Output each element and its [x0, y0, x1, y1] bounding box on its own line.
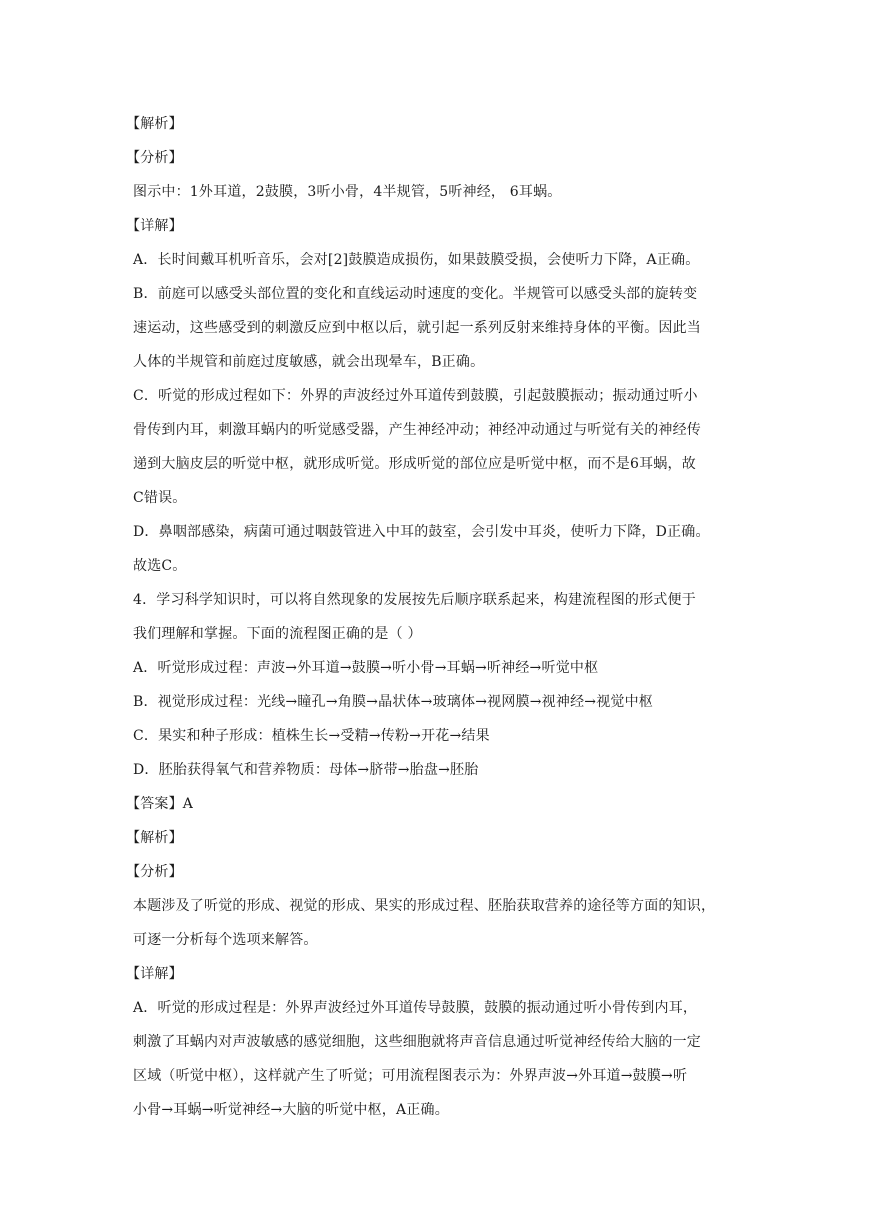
option-explanation-a: A．听觉的形成过程是：外界声波经过外耳道传导鼓膜，鼓膜的振动通过听小骨传到内耳， [133, 1000, 698, 1016]
answer-line: 【答案】A [126, 796, 194, 812]
question-4-stem-continued: 我们理解和掌握。下面的流程图正确的是（ ） [133, 626, 422, 642]
question-option-d: D．胚胎获得氧气和营养物质：母体→脐带→胎盘→胚胎 [133, 762, 479, 778]
paragraph-line: 刺激了耳蜗内对声波敏感的感觉细胞，这些细胞就将声音信息通过听觉神经传给大脑的一定 [133, 1034, 701, 1050]
paragraph-line: 骨传到内耳，刺激耳蜗内的听觉感受器，产生神经冲动；神经冲动通过与听觉有关的神经传 [133, 422, 701, 438]
option-explanation-b: B．前庭可以感受头部位置的变化和直线运动时速度的变化。半规管可以感受头部的旋转变 [133, 286, 698, 302]
section-heading-details: 【详解】 [126, 966, 183, 982]
question-option-b: B．视觉形成过程：光线→瞳孔→角膜→晶状体→玻璃体→视网膜→视神经→视觉中枢 [133, 694, 653, 710]
section-heading-breakdown: 【分析】 [126, 150, 183, 166]
question-4-stem: 4．学习科学知识时，可以将自然现象的发展按先后顺序联系起来，构建流程图的形式便于 [133, 592, 696, 608]
question-option-a: A．听觉形成过程：声波→外耳道→鼓膜→听小骨→耳蜗→听神经→听觉中枢 [133, 660, 599, 676]
section-heading-analysis: 【解析】 [126, 830, 183, 846]
option-explanation-d: D．鼻咽部感染，病菌可通过咽鼓管进入中耳的鼓室，会引发中耳炎，使听力下降，D正确。 [133, 524, 710, 540]
paragraph-line: 人体的半规管和前庭过度敏感，就会出现晕车，B正确。 [133, 354, 485, 370]
paragraph-line: 图示中：1外耳道，2鼓膜，3听小骨，4半规管，5听神经， 6耳蜗。 [133, 184, 562, 200]
paragraph-line: 可逐一分析每个选项来解答。 [133, 932, 318, 948]
option-explanation-a: A．长时间戴耳机听音乐，会对[2]鼓膜造成损伤，如果鼓膜受损，会使听力下降，A正确。 [133, 252, 700, 268]
paragraph-line: 速运动，这些感受到的刺激反应到中枢以后，就引起一系列反射来维持身体的平衡。因此当 [133, 320, 701, 336]
paragraph-line: C错误。 [133, 490, 187, 506]
paragraph-line: 小骨→耳蜗→听觉神经→大脑的听觉中枢，A正确。 [133, 1102, 449, 1118]
answer-choice-line: 故选C。 [133, 558, 187, 574]
section-heading-details: 【详解】 [126, 218, 183, 234]
paragraph-line: 本题涉及了听觉的形成、视觉的形成、果实的形成过程、胚胎获取营养的途径等方面的知识， [133, 898, 716, 914]
section-heading-analysis: 【解析】 [126, 116, 183, 132]
option-explanation-c: C．听觉的形成过程如下：外界的声波经过外耳道传到鼓膜，引起鼓膜振动；振动通过听小 [133, 388, 698, 404]
paragraph-line: 递到大脑皮层的听觉中枢，就形成听觉。形成听觉的部位应是听觉中枢，而不是6耳蜗，故 [133, 456, 696, 472]
section-heading-breakdown: 【分析】 [126, 864, 183, 880]
paragraph-line: 区域（听觉中枢），这样就产生了听觉；可用流程图表示为：外界声波→外耳道→鼓膜→听 [133, 1068, 688, 1084]
question-option-c: C．果实和种子形成：植株生长→受精→传粉→开花→结果 [133, 728, 490, 744]
